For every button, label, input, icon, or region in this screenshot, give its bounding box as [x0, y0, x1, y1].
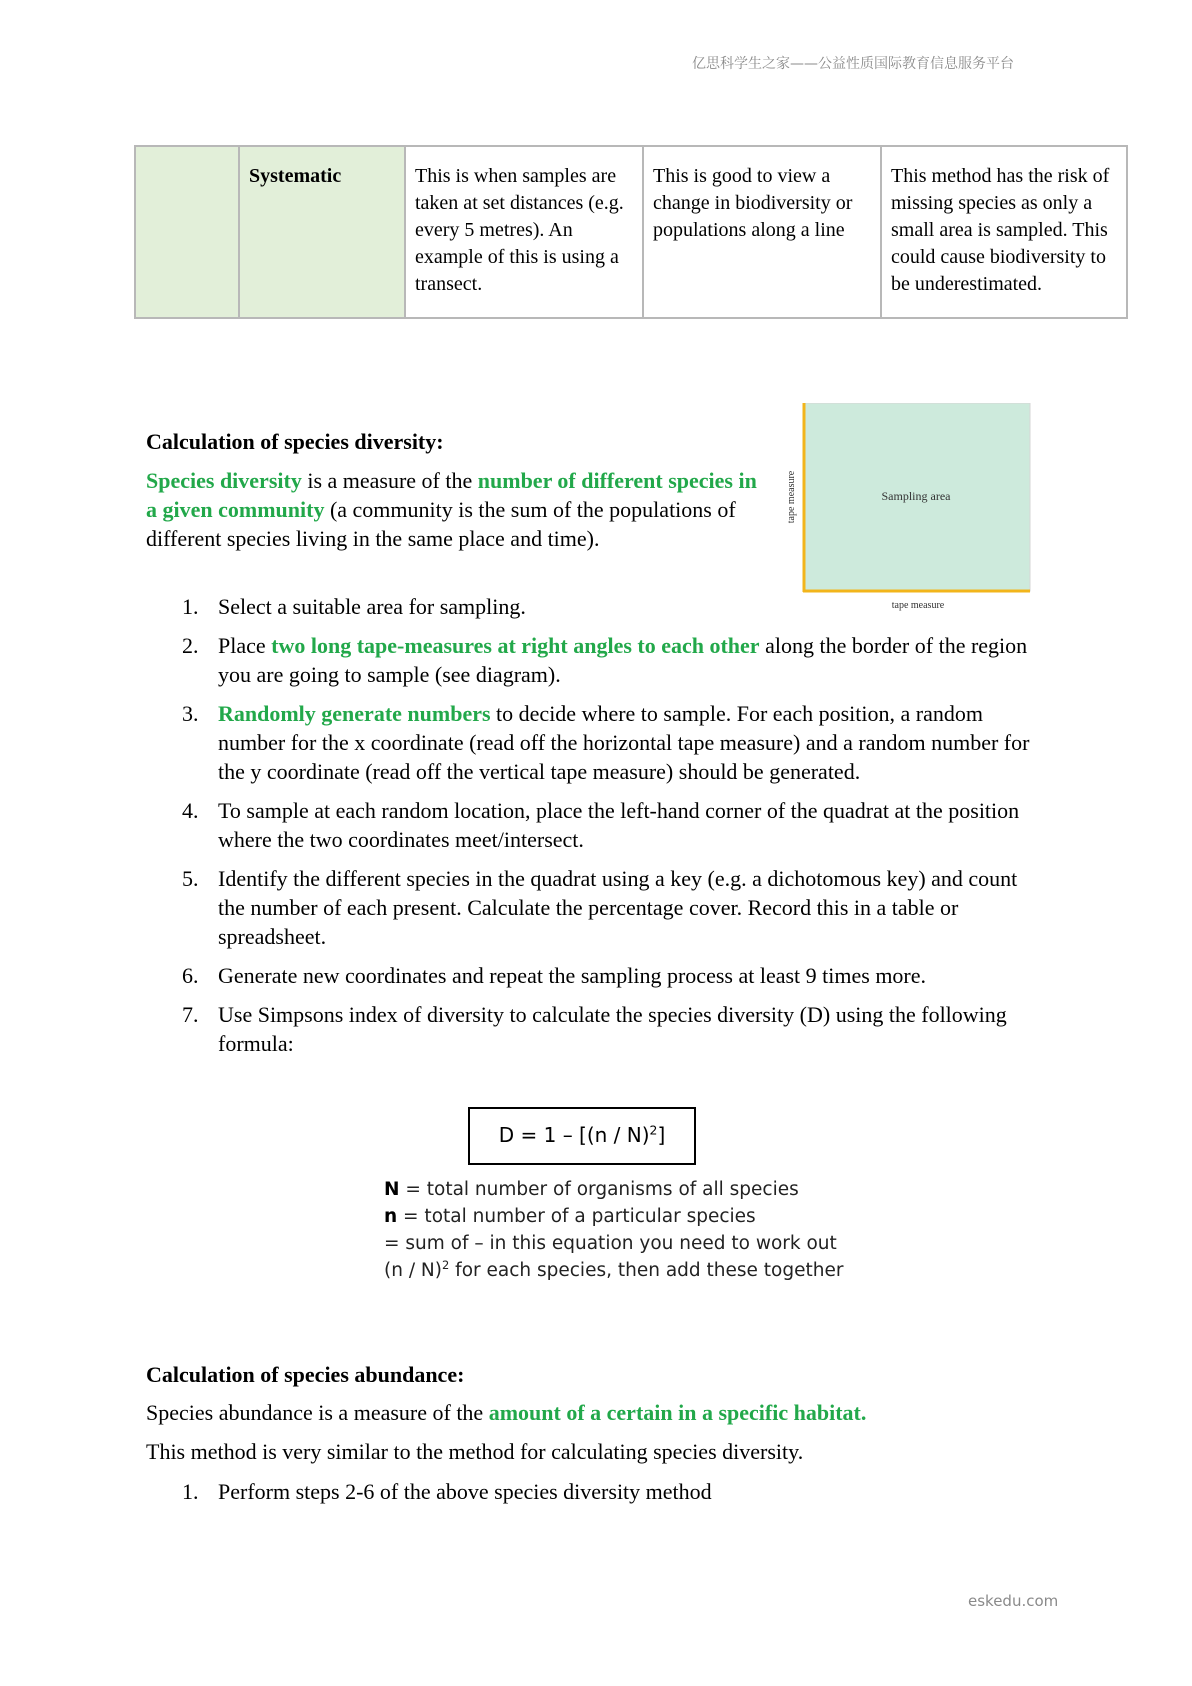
list-item: [146, 1000, 1046, 1058]
step-number: 6.: [182, 963, 199, 988]
step-highlight: Randomly generate numbers: [218, 701, 491, 726]
step-number: 5.: [182, 866, 199, 891]
step-text: Generate new coordinates and repeat the sampling process at least 9 times more.: [218, 963, 927, 988]
list-item: [146, 1477, 1046, 1506]
disadvantage-cell: This method has the risk of missing species as only a small area is sampled. This could cause biodiversity to be underestimated.: [881, 146, 1127, 318]
abundance-heading: Calculation of species abundance:: [146, 1362, 465, 1387]
list-item: [146, 796, 1046, 854]
N-definition: = total number of organisms of all species: [399, 1179, 799, 1200]
ratio-explanation: for each species, then add these together: [449, 1260, 844, 1281]
N-symbol: N: [384, 1179, 400, 1200]
step-text: To sample at each random location, place the left-hand corner of the quadrat at the position where the two coordinates meet/intersect.: [218, 798, 1020, 852]
diversity-heading: Calculation of species diversity:: [146, 429, 444, 454]
diversity-intro: [146, 466, 768, 553]
ratio-exponent: 2: [442, 1257, 450, 1272]
diversity-intro-part: (a community is the sum of the populations of different species living in the same place and time).: [146, 497, 736, 551]
diversity-highlight: number of different species in a given community: [146, 468, 757, 522]
step-number: 2.: [182, 633, 199, 658]
formula-notes: [384, 1176, 844, 1284]
list-item: [146, 699, 1046, 786]
simpson-formula-box: [468, 1107, 696, 1165]
step-text: Select a suitable area for sampling.: [218, 594, 526, 619]
list-item: [146, 961, 1046, 990]
table-row: [135, 146, 1127, 318]
footer-site: eskedu.com: [968, 1592, 1059, 1610]
diversity-term: Species diversity: [146, 468, 302, 493]
list-item: [146, 864, 1046, 951]
step-text: Identify the different species in the quadrat using a key (e.g. a dichotomous key) and count the number of each present. Calculate the percentage cover. Record this in a table or spreadsheet.: [218, 866, 1018, 949]
step-number: 1.: [182, 1479, 199, 1504]
n-definition: = total number of a particular species: [397, 1206, 756, 1227]
formula-exponent: 2: [649, 1122, 658, 1138]
header-site-note: 亿思科学生之家——公益性质国际教育信息服务平台: [692, 56, 1014, 72]
description-cell: This is when samples are taken at set distances (e.g. every 5 metres). An example of this is using a transect.: [405, 146, 643, 318]
diversity-intro-part: is a measure of the: [301, 468, 478, 493]
step-text: Use Simpsons index of diversity to calculate the species diversity (D) using the following formula:: [218, 1002, 1007, 1056]
advantage-cell: This is good to view a change in biodiversity or populations along a line: [643, 146, 881, 318]
step-text: Place: [218, 633, 272, 658]
abundance-similar: This method is very similar to the method for calculating species diversity.: [146, 1439, 804, 1464]
method-name-cell: Systematic: [239, 146, 405, 318]
step-highlight: two long tape-measures at right angles to each other: [271, 633, 760, 658]
n-symbol: n: [384, 1206, 398, 1227]
sampling-area-diagram: [786, 403, 1036, 618]
sum-definition: = sum of – in this equation you need to work out: [384, 1233, 837, 1254]
formula-main: D = 1 – [(n / N): [498, 1123, 650, 1147]
left-tape-label: tape measure: [786, 470, 797, 524]
step-number: 3.: [182, 701, 199, 726]
step-number: 4.: [182, 798, 199, 823]
bottom-tape-label: tape measure: [891, 600, 945, 611]
abundance-highlight: amount of a certain in a specific habitat.: [488, 1400, 867, 1425]
diversity-steps: [146, 592, 1046, 1068]
abundance-intro: [146, 1398, 1046, 1427]
sampling-area-label: Sampling area: [881, 489, 951, 503]
list-item: [146, 631, 1046, 689]
category-cell: [135, 146, 239, 318]
abundance-intro-part: Species abundance is a measure of the: [146, 1400, 489, 1425]
list-item: [146, 592, 1046, 621]
step-text: to decide where to sample. For each position, a random number for the x coordinate (read off the horizontal tape measure) and a random number for the y coordinate (read off the vertical tape measure) should be generated.: [218, 701, 1030, 784]
step-number: 1.: [182, 594, 199, 619]
abundance-steps: [146, 1477, 1046, 1516]
step-text: along the border of the region you are going to sample (see diagram).: [218, 633, 1028, 687]
sampling-methods-table: [134, 145, 1128, 319]
step-number: 7.: [182, 1002, 199, 1027]
step-text: Perform steps 2-6 of the above species diversity method: [218, 1479, 712, 1504]
ratio-text: (n / N): [384, 1260, 442, 1281]
formula-close: ]: [657, 1123, 666, 1147]
